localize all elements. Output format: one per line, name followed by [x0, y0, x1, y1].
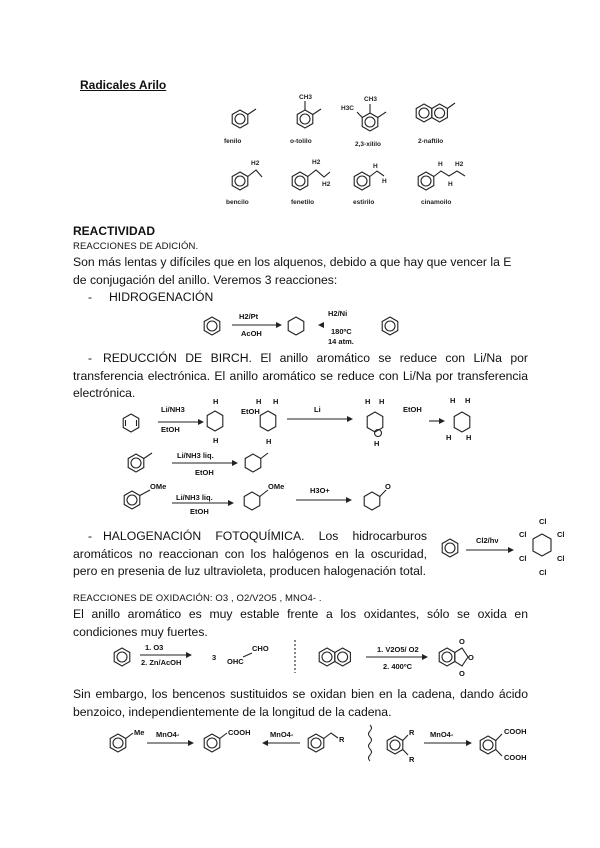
radical-label: cinamoilo: [421, 199, 452, 206]
radical-label: bencilo: [226, 199, 249, 206]
ch3-label-1: CH3: [299, 94, 313, 101]
birch-paragraph: REDUCCIÓN DE BIRCH. El anillo aromático se reduce con Li/Na por transferencia electrónica. El anillo aromático se reduce con Li/Na por transferencia electrónica.: [73, 351, 528, 400]
h2-label: H2: [251, 160, 260, 167]
h-label: H: [213, 436, 219, 445]
h-label: H: [450, 396, 456, 405]
hidrogenacion-label: HIDROGENACIÓN: [109, 290, 214, 304]
h2-label: H2: [322, 181, 331, 188]
reagent-text: 180ºC: [331, 327, 352, 336]
sustituidos-paragraph: Sin embargo, los bencenos sustituidos se oxidan bien en la cadena, dando ácido benzoico, independientemente de la longitud de la cadena.: [73, 687, 528, 719]
h-label: H: [448, 181, 453, 188]
cooh-label: COOH: [504, 727, 527, 736]
reagent-text: H3O+: [310, 486, 330, 495]
cl-label: Cl: [519, 554, 527, 563]
reagent-text: Li/NH3 liq.: [177, 451, 214, 460]
h-label: H: [256, 397, 262, 406]
bullet: -: [88, 290, 93, 304]
heading-reactividad: REACTIVIDAD: [73, 224, 156, 238]
reagent-text: Li/NH3: [161, 405, 185, 414]
cooh-label: COOH: [504, 753, 527, 762]
me-label: Me: [134, 728, 145, 737]
h-label: H: [379, 397, 385, 406]
radical-label: estirilo: [353, 199, 375, 206]
radical-label: fenetilo: [291, 199, 315, 206]
adicion-paragraph: Son más lentas y difíciles que en los alquenos, debido a que hay que vencer la E de conjugación del anillo. Veremos 3 reacciones:: [73, 255, 512, 287]
h2-label: H2: [312, 159, 321, 166]
reagent-text: AcOH: [241, 329, 262, 338]
heading-adicion: REACCIONES DE ADICIÓN.: [73, 241, 199, 252]
halogenacion-paragraph: HALOGENACIÓN FOTOQUÍMICA. Los hidrocarburos aromáticos no reaccionan con los halógenos en la oscuridad, pero en presenia de luz ultravioleta, producen halogenación total.: [73, 529, 427, 578]
h-label: H: [213, 397, 219, 406]
cooh-label: COOH: [228, 728, 251, 737]
ome-label: OMe: [150, 482, 167, 491]
o-label: O: [459, 669, 465, 678]
r-label: R: [339, 735, 345, 744]
ch3-label-2: CH3: [364, 96, 378, 103]
h-label: H: [373, 163, 378, 170]
reagent-text: 2. Zn/AcOH: [141, 658, 182, 667]
reagent-text: EtOH: [403, 405, 422, 414]
cl-label: Cl: [519, 530, 527, 539]
r-label: R: [409, 755, 415, 764]
h2-label: H2: [455, 161, 464, 168]
reagent-text: EtOH: [195, 468, 214, 477]
section-title: Radicales Arilo: [80, 78, 167, 92]
bullet: -: [88, 351, 93, 365]
reagent-text: 1. V2O5/ O2: [377, 645, 419, 654]
heading-oxidacion: REACCIONES DE OXIDACIÓN: O3 , O2/V2O5 , MNO4- .: [73, 593, 322, 604]
reagent-text: MnO4-: [430, 730, 454, 739]
reagent-text: EtOH: [161, 425, 180, 434]
radical-label: o-tolilo: [290, 138, 312, 145]
reagent-text: 1. O3: [145, 643, 164, 652]
reagent-text: H2/Pt: [239, 312, 259, 321]
cho-label: CHO: [252, 644, 269, 653]
h-label: H: [446, 433, 452, 442]
h-label: H: [374, 439, 380, 448]
o-label: O: [385, 482, 391, 491]
radical-label: fenilo: [224, 138, 242, 145]
o-label: O: [468, 653, 474, 662]
h-label: H: [365, 397, 371, 406]
ohc-label: OHC: [227, 657, 244, 666]
h-label: H: [273, 397, 279, 406]
reagent-text: Li/NH3 liq.: [176, 493, 213, 502]
reagent-text: MnO4-: [156, 730, 180, 739]
cl-label: Cl: [539, 568, 547, 577]
reagent-text: H2/Ni: [328, 309, 348, 318]
oxidacion-paragraph: El anillo aromático es muy estable frente a los oxidantes, sólo se oxida en condiciones muy fuertes.: [73, 607, 528, 639]
reagent-text: EtOH: [241, 407, 260, 416]
reagent-text: 14 atm.: [328, 337, 354, 346]
cl-label: Cl: [539, 517, 547, 526]
bullet: -: [88, 529, 93, 543]
three-label: 3: [212, 653, 217, 662]
cl-label: Cl: [557, 530, 565, 539]
reagent-text: 2. 400ºC: [383, 662, 413, 671]
h-label: H: [266, 437, 272, 446]
h-label: H: [438, 161, 443, 168]
h-label: H: [466, 433, 472, 442]
h3c-label: H3C: [341, 105, 355, 112]
radical-label: 2-naftilo: [418, 138, 444, 145]
reagent-text: EtOH: [190, 507, 209, 516]
reagent-text: Cl2/hν: [476, 536, 499, 545]
reagent-text: Li: [314, 405, 321, 414]
radical-label: 2,3-xililo: [355, 141, 382, 148]
h-label: H: [465, 396, 471, 405]
reagent-text: MnO4-: [270, 730, 294, 739]
h-label: H: [382, 178, 387, 185]
r-label: R: [409, 728, 415, 737]
ome-label: OMe: [268, 482, 285, 491]
cl-label: Cl: [557, 554, 565, 563]
o-label: O: [459, 637, 465, 646]
